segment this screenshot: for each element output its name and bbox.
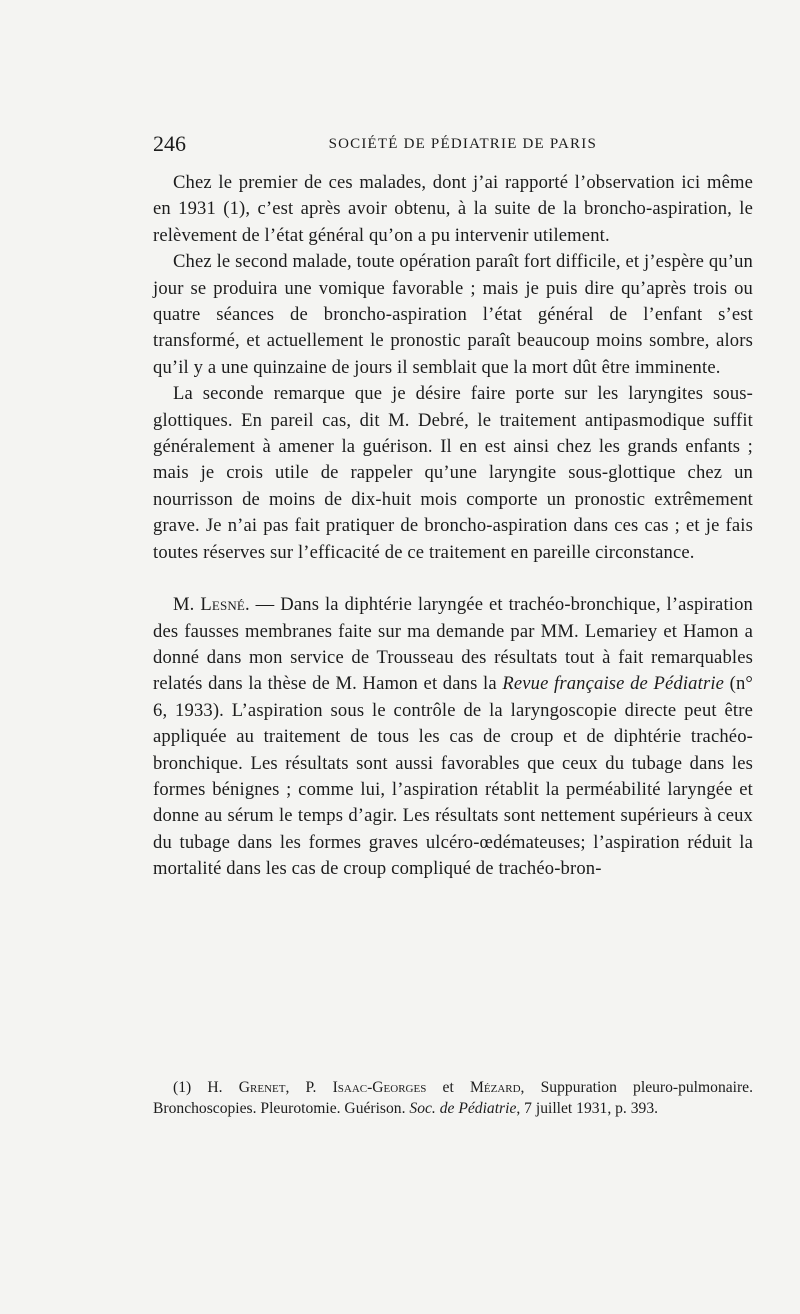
paragraph-laryngitis: La seconde remarque que je désire faire porte sur les laryngites sous-glottiques. En pareil cas, dit M. Debré, le traitement antipasmodique suffit généralement à amener la guérison. Il en est ainsi chez les grands enfants ; mais je crois utile de rappeler qu’une laryngite sous-glottique chez un nourrisson de moins de dix-huit mois comporte un pronostic extrêmement grave. Je n’ai pas fait pratiquer de broncho-aspiration dans ces cas ; et je fais toutes réserves sur l’efficacité de ce traitement en pareille circonstance. bbox=[153, 383, 753, 563]
paragraph-lesne bbox=[153, 592, 753, 882]
footnote-marker: (1) H. bbox=[173, 1079, 223, 1096]
footnote-connector: et bbox=[442, 1079, 454, 1096]
footnotes bbox=[153, 1077, 753, 1119]
speaker-name: Lesné bbox=[200, 594, 245, 616]
paragraph-second-patient: Chez le second malade, toute opération paraît fort difficile, et j’espère qu’un jour se produira une vomique favorable ; mais je puis dire qu’après trois ou quatre séances de broncho-aspiration l’état général de l’enfant s’est transformé, et actuellement le pronostic paraît beaucoup moins sombre, alors qu’il y a une quinzaine de jours il semblait que la mort dût être imminente. bbox=[153, 251, 753, 378]
paragraph-first-patient: Chez le premier de ces malades, dont j’ai rapporté l’observation ici même en 1931 (1), c’est après avoir obtenu, à la suite de la broncho-aspiration, le relèvement de l’état général qu’on a pu intervenir utilement. bbox=[153, 172, 753, 246]
running-head: SOCIÉTÉ DE PÉDIATRIE DE PARIS bbox=[328, 136, 597, 152]
lesne-prefix: M. bbox=[173, 594, 195, 616]
page-header bbox=[153, 128, 597, 160]
footnote-authors: Grenet, P. Isaac-Georges bbox=[238, 1079, 427, 1096]
journal-title: Revue française de Pédiatrie bbox=[502, 673, 725, 695]
footnote-ref: , 7 juillet 1931, p. 393. bbox=[516, 1100, 659, 1117]
footnote-journal: Soc. de Pédiatrie bbox=[409, 1100, 517, 1117]
footnote-text: , Suppuration pleuro-pulmonaire. Bronchoscopies. Pleurotomie. Guérison. bbox=[153, 1079, 754, 1117]
lesne-text-part2: (n° 6, 1933). L’aspiration sous le contrôle de la laryngoscopie directe peut être appliquée au traitement de tous les cas de croup et de diphtérie trachéo-bronchique. Les résultats sont aussi favorables que ceux du tubage dans les formes bénignes ; comme lui, l’aspiration rétablit la perméabilité laryngée et donne au sérum le temps d’agir. Les résultats sont nettement supérieurs à ceux du tubage dans les formes graves ulcéro-œdémateuses; l’aspiration réduit la mortalité dans les cas de croup compliqué de trachéo-bron- bbox=[153, 673, 753, 880]
lesne-text-part1: . — Dans la diphtérie laryngée et trachéo-bronchique, l’aspiration des fausses membranes faite sur ma demande par MM. Lemariey et Hamon a donné dans mon service de Trousseau des résultats tout à fait remarquables relatés dans la thèse de M. Hamon et dans la bbox=[153, 594, 753, 695]
footnote-1 bbox=[153, 1077, 753, 1119]
page-number: 246 bbox=[153, 131, 186, 156]
footnote-author3: Mézard bbox=[470, 1079, 521, 1096]
body-text bbox=[153, 170, 753, 883]
